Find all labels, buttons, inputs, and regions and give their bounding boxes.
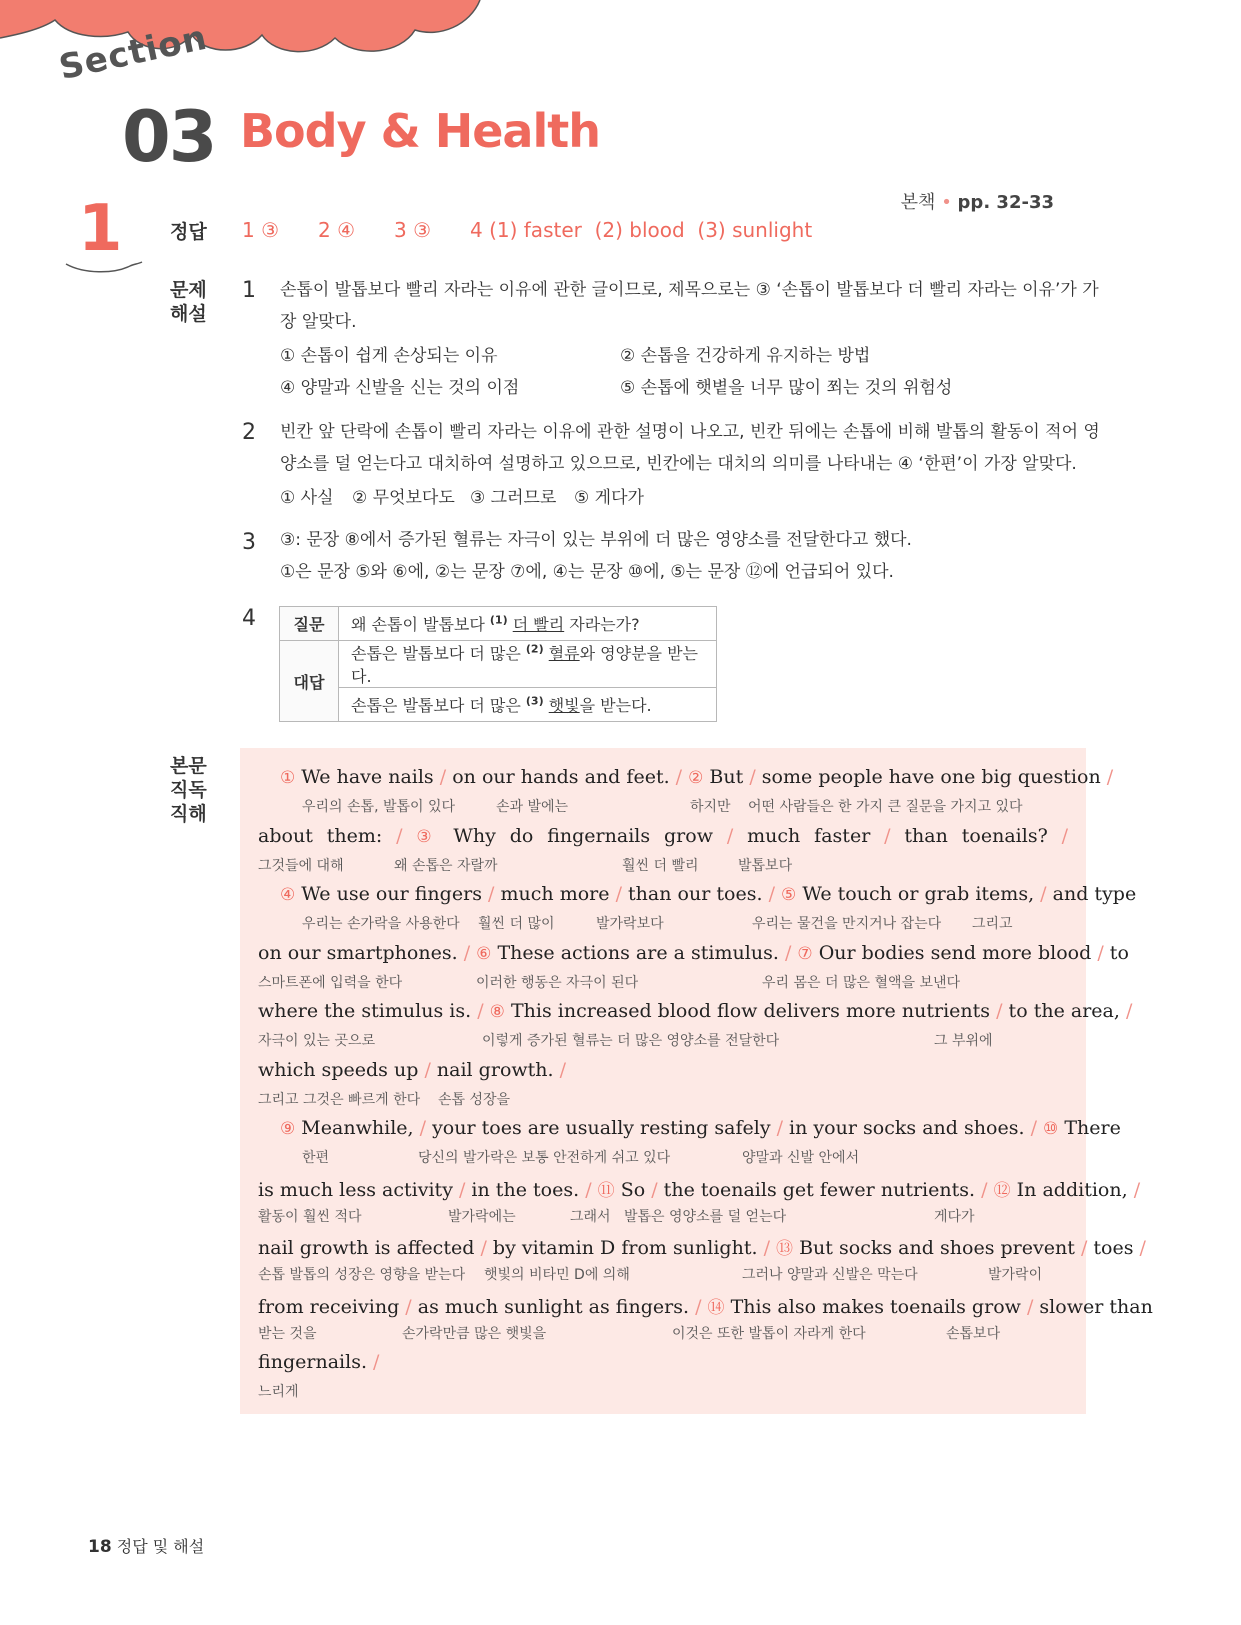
korean-gloss: 양말과 신발 안에서 xyxy=(742,1150,860,1166)
korean-gloss: 느리게 xyxy=(258,1384,299,1400)
cell-text: 손톱은 발톱보다 더 많은 xyxy=(351,696,526,715)
option-item: ④ 양말과 신발을 신는 것의 이점 xyxy=(280,378,520,398)
korean-gloss: 왜 손톱은 자랄까 xyxy=(394,857,498,874)
english-line: nail growth is afected / by vitamin D from sunlight. / ⑬ But socks and shoes prevent / toes / xyxy=(258,1237,1146,1259)
english-line: where the stimulus is. / ⑧ This increased blood fow delivers more nutrients / to the area, / xyxy=(258,1000,1133,1022)
explanation-line: 장 알맞다. xyxy=(280,312,357,332)
answer-item: 2 ④ xyxy=(318,218,356,242)
problem-number: 1 xyxy=(78,192,123,266)
korean-gloss: 스마트폰에 입력을 한다 xyxy=(258,974,403,991)
explanation-3 xyxy=(280,524,912,588)
option-item: ⑤ 손톱에 햇볕을 너무 많이 쬐는 것의 위험성 xyxy=(620,378,953,398)
answer-item: 3 ③ xyxy=(394,218,432,242)
answer-header: 대답 xyxy=(280,641,339,722)
korean-gloss: 손톱 성장을 xyxy=(438,1091,511,1108)
cell-text: 자라는가? xyxy=(564,615,640,634)
explanation-line: 손톱이 발톱보다 빨리 자라는 이유에 관한 글이므로, 제목으로는 ③ ‘손톱이 발톱보다 더 빨리 자라는 이유’가 가 xyxy=(280,280,1099,300)
korean-gloss: 한편 xyxy=(302,1150,330,1166)
korean-gloss: 손과 발에는 xyxy=(496,799,569,815)
section-word: Section xyxy=(55,17,211,88)
answer-cell xyxy=(339,688,717,722)
korean-gloss: 이렇게 증가된 혈류는 더 많은 영양소를 전달한다 xyxy=(482,1033,780,1049)
page-number: 18 xyxy=(88,1537,112,1557)
blank-answer: 혈류 xyxy=(548,644,580,663)
explanation-2 xyxy=(280,416,1100,480)
explanation-line: 빈칸 앞 단락에 손톱이 빨리 자라는 이유에 관한 설명이 나오고, 빈칸 뒤에는 손톱에 비해 발톱의 활동이 적어 영 xyxy=(280,422,1100,442)
section-title: Body & Health xyxy=(240,104,600,158)
korean-gloss: 이것은 또한 발톱이 자라게 한다 xyxy=(672,1325,866,1342)
section-number: 03 xyxy=(122,96,216,178)
cell-text: 와 영양분을 받는다. xyxy=(351,644,699,686)
english-line: ⑨ Meanwhile, / your toes are usually resting safely / in your socks and shoes. / ⑩ There xyxy=(280,1117,1121,1139)
question-number: 3 xyxy=(242,530,256,555)
english-line: ① We have nails / on our hands and feet. / ② But / some people have one big question / xyxy=(280,766,1114,788)
page-footer xyxy=(88,1534,204,1557)
answers-list xyxy=(242,218,812,242)
korean-gloss: 자극이 있는 곳으로 xyxy=(258,1033,376,1049)
answer-item: 1 ③ xyxy=(242,218,280,242)
korean-gloss: 그래서 xyxy=(570,1208,611,1225)
footer-text: 정답 및 해설 xyxy=(116,1537,205,1556)
book-page-reference xyxy=(901,188,1054,214)
korean-gloss: 당신의 발가락은 보통 안전하게 쉬고 있다 xyxy=(418,1150,671,1166)
blank-marker: (2) xyxy=(525,642,544,656)
blank-marker: (3) xyxy=(525,694,544,708)
reading-label-line: 직독 xyxy=(170,779,207,801)
option-item: ① 손톱이 쉽게 손상되는 이유 xyxy=(280,346,498,366)
answer-item: 4 (1) faster (2) blood (3) sunlight xyxy=(470,218,813,242)
reading-label-line: 본문 xyxy=(170,755,207,777)
table-row xyxy=(280,607,717,641)
reading-label-line: 직해 xyxy=(170,803,207,825)
korean-gloss: 발가락에는 xyxy=(448,1208,516,1225)
question-number: 1 xyxy=(242,278,256,303)
korean-gloss: 그러나 양말과 신발은 막는다 xyxy=(742,1267,918,1283)
explanation-label xyxy=(170,278,207,326)
reading-label xyxy=(170,754,207,826)
table-row xyxy=(280,641,717,688)
english-line: from receiving / as much sunlight as fngers. / ⑭ This also makes toenails grow / slower than xyxy=(258,1295,1153,1318)
question-header: 질문 xyxy=(280,607,339,641)
question-cell xyxy=(339,607,717,641)
answer-cell xyxy=(339,641,717,688)
korean-gloss: 훨씬 더 빨리 xyxy=(622,857,699,874)
korean-gloss: 그리고 xyxy=(972,916,1013,932)
explanation-line: 양소를 덜 얻는다고 대치하여 설명하고 있으므로, 빈칸에는 대치의 의미를 나타내는 ④ ‘한편’이 가장 알맞다. xyxy=(280,454,1077,474)
book-ref-pages: pp. 32-33 xyxy=(957,192,1054,213)
korean-gloss: 우리 몸은 더 많은 혈액을 보낸다 xyxy=(762,974,961,991)
question-answer-table xyxy=(279,606,717,722)
explanation-1 xyxy=(280,274,1099,338)
explanation-label-line: 문제 xyxy=(170,279,207,301)
cell-text: 왜 손톱이 발톱보다 xyxy=(351,615,490,634)
korean-gloss: 우리는 물건을 만지거나 잡는다 xyxy=(752,916,942,932)
option-item: ③ 그러므로 xyxy=(470,488,557,508)
korean-gloss: 그리고 그것은 빠르게 한다 xyxy=(258,1091,421,1108)
korean-gloss: 이러한 행동은 자극이 된다 xyxy=(476,974,639,991)
option-item: ② 손톱을 건강하게 유지하는 방법 xyxy=(620,346,871,366)
korean-gloss: 발가락보다 xyxy=(596,916,664,932)
korean-gloss: 그 부위에 xyxy=(934,1033,993,1049)
english-line: ④ We use our fngers / much more / than our toes. / ⑤ We touch or grab items, / and type xyxy=(280,883,1137,905)
answer-label: 정답 xyxy=(170,221,207,243)
blank-marker: (1) xyxy=(489,613,508,627)
korean-gloss: 햇빛의 비타민 D에 의해 xyxy=(484,1267,630,1283)
korean-gloss: 훨씬 더 많이 xyxy=(478,916,555,932)
korean-gloss: 우리는 손가락을 사용한다 xyxy=(302,916,460,932)
korean-gloss: 활동이 훨씬 적다 xyxy=(258,1208,362,1225)
reading-passage-box xyxy=(240,748,1153,1414)
korean-gloss: 발가락이 xyxy=(988,1267,1043,1283)
option-item: ① 사실 xyxy=(280,488,334,508)
question-number: 4 xyxy=(242,606,256,631)
question-number: 2 xyxy=(242,420,256,445)
english-line: fngernails. / xyxy=(258,1351,380,1373)
explanation-label-line: 해설 xyxy=(170,303,207,325)
cell-text: 을 받는다. xyxy=(579,696,652,715)
blank-answer: 더 빨리 xyxy=(512,615,565,634)
book-ref-prefix: 본책 xyxy=(900,192,936,213)
blank-answer: 햇빛 xyxy=(548,696,580,715)
korean-gloss: 받는 것을 xyxy=(258,1325,317,1342)
underline-swoosh-icon xyxy=(64,258,144,278)
english-line: which speeds up / nail growth. / xyxy=(258,1058,567,1081)
explanation-line: ①은 문장 ⑤와 ⑥에, ②는 문장 ⑦에, ④는 문장 ⑩에, ⑤는 문장 ⑫에 언급되어 있다. xyxy=(280,562,894,582)
table-row xyxy=(280,688,717,722)
korean-gloss: 우리의 손톱, 발톱이 있다 xyxy=(302,799,456,815)
korean-gloss: 게다가 xyxy=(934,1208,975,1225)
korean-gloss: 발톱은 영양소를 덜 얻는다 xyxy=(624,1208,787,1225)
korean-gloss: 하지만 xyxy=(690,799,731,815)
option-item: ⑤ 게다가 xyxy=(574,488,644,508)
korean-gloss: 손톱 발톱의 성장은 영향을 받는다 xyxy=(258,1267,466,1283)
explanation-line: ③: 문장 ⑧에서 증가된 혈류는 자극이 있는 부위에 더 많은 영양소를 전달한다고 했다. xyxy=(280,530,912,550)
korean-gloss: 어떤 사람들은 한 가지 큰 질문을 가지고 있다 xyxy=(748,799,1023,815)
english-line: about them: / ③ Why do fngernails grow / much faster / than toenails? / xyxy=(258,824,1069,847)
english-line: on our smartphones. / ⑥ These actions are a stimulus. / ⑦ Our bodies send more blood / to xyxy=(258,941,1129,964)
bullet-dot-icon: • xyxy=(941,192,952,213)
korean-gloss: 손가락만큼 많은 햇빛을 xyxy=(402,1325,547,1342)
korean-gloss: 손톱보다 xyxy=(946,1325,1001,1342)
korean-gloss: 그것들에 대해 xyxy=(258,857,344,874)
english-line: is much less activity / in the toes. / ⑪ So / the toenails get fewer nutrients. / ⑫ In addition, / xyxy=(258,1178,1141,1201)
option-item: ② 무엇보다도 xyxy=(352,488,455,508)
korean-gloss: 발톱보다 xyxy=(738,857,793,874)
cell-text: 손톱은 발톱보다 더 많은 xyxy=(351,644,526,663)
